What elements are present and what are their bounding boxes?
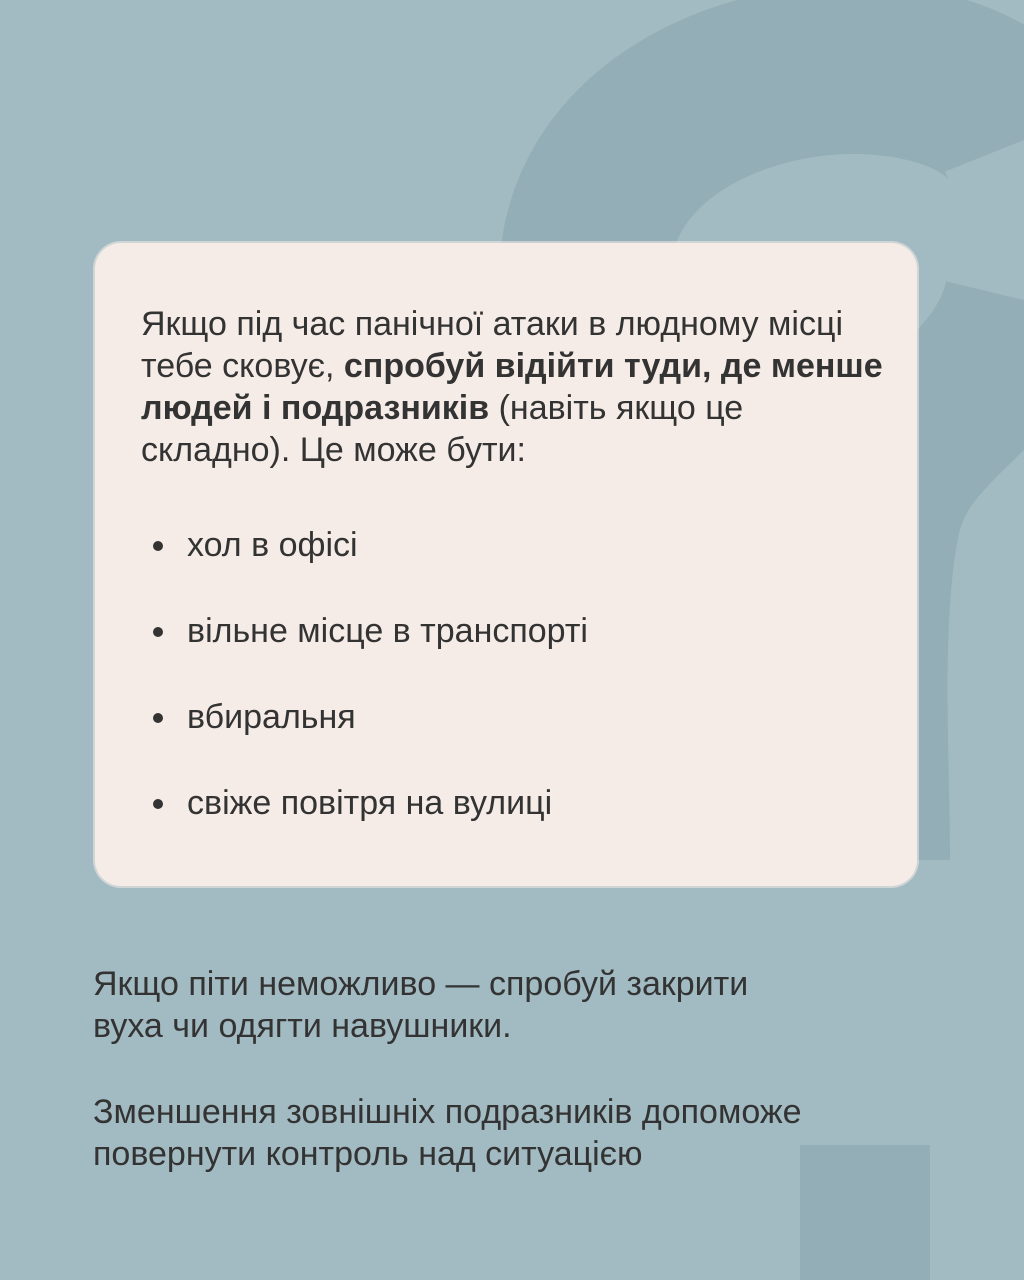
- list-item: [141, 610, 588, 652]
- info-card: [95, 243, 917, 886]
- bullet-icon: [153, 713, 163, 723]
- bullet-icon: [153, 541, 163, 551]
- list-item: [141, 696, 588, 738]
- footer-text: [93, 963, 973, 1175]
- intro-part1: Якщо під час панічної атаки в людному місці тебе сковує,: [141, 305, 843, 385]
- list-item-label: хол в офісі: [187, 526, 358, 564]
- list-item-label: вбиральня: [187, 698, 356, 736]
- list-item: [141, 782, 588, 824]
- footer-line-2: Зменшення зовнішніх подразників допоможе повернути контроль над ситуацією: [93, 1093, 802, 1173]
- intro-part2: (навіть якщо це складно). Це може бути:: [141, 389, 744, 469]
- intro-text: [141, 303, 901, 471]
- places-list: [141, 524, 588, 868]
- bullet-icon: [153, 799, 163, 809]
- footer-line-1: Якщо піти неможливо — спробуй закрити вуха чи одягти навушники.: [93, 965, 749, 1045]
- list-item-label: вільне місце в транспорті: [187, 612, 588, 650]
- list-item-label: свіже повітря на вулиці: [187, 784, 553, 822]
- intro-bold: спробуй відійти туди, де менше людей і подразників: [141, 347, 883, 427]
- bullet-icon: [153, 627, 163, 637]
- list-item: [141, 524, 588, 566]
